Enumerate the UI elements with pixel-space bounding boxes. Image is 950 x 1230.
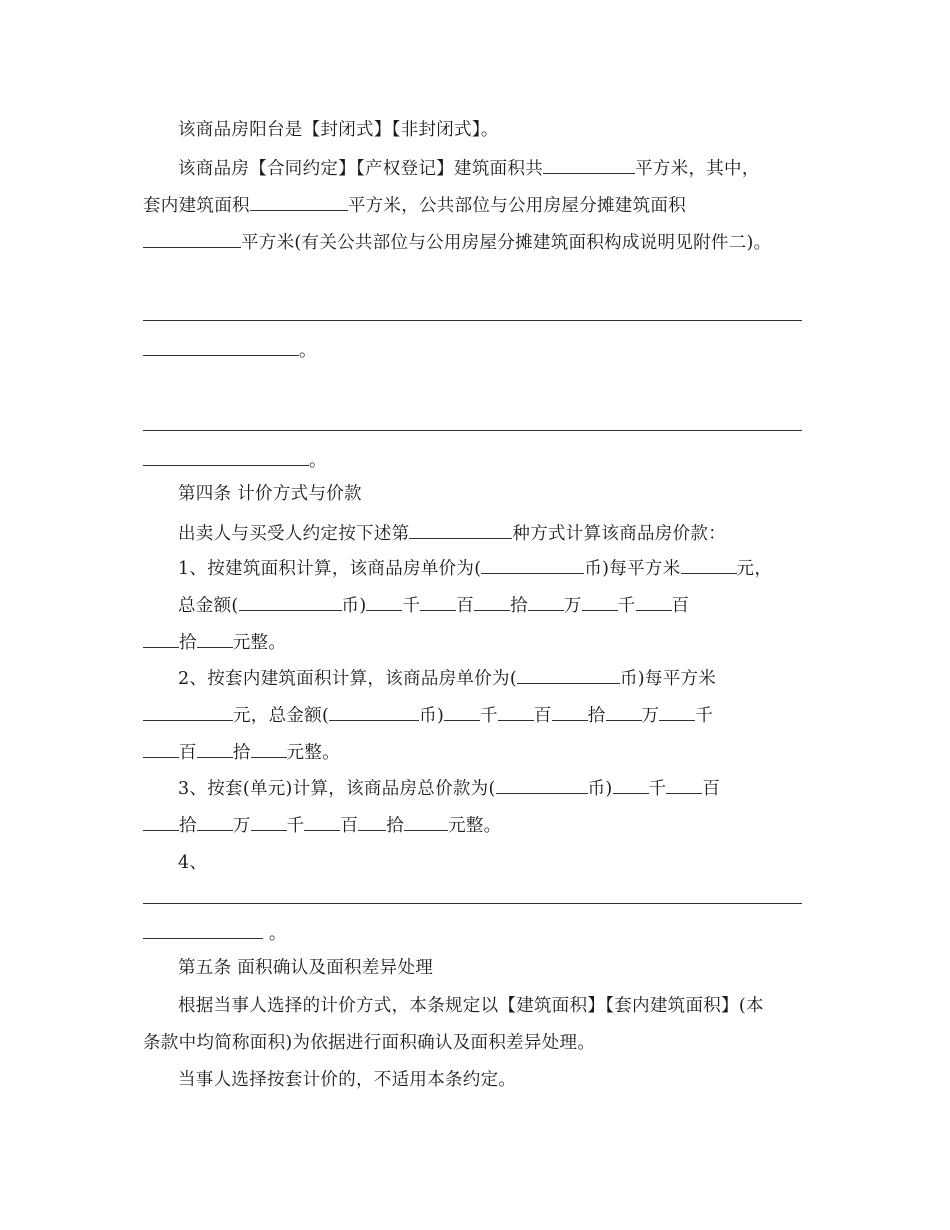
method1-yuan-text: 元， <box>736 559 773 579</box>
amount-blank[interactable] <box>613 777 649 794</box>
area-text: 该商品房【合同约定】【产权登记】建筑面积共 <box>178 159 544 179</box>
unit-shi: 拾 <box>179 816 197 836</box>
balcony-line <box>178 119 499 141</box>
amount-blank[interactable] <box>143 631 179 648</box>
total-currency-blank[interactable] <box>239 594 342 611</box>
fill-blank-2[interactable] <box>143 449 309 466</box>
amount-blank[interactable] <box>636 594 672 611</box>
unit-yuan-end: 元整。 <box>448 816 502 836</box>
unit-qian: 千 <box>695 706 714 726</box>
period-3: 。 <box>263 924 287 944</box>
currency-text: 币) <box>341 596 367 616</box>
intro-text: 出卖人与买受人约定按下述第 <box>178 524 410 544</box>
method1-text: 1、按建筑面积计算，该商品房单价为( <box>178 559 482 579</box>
method-number-blank[interactable] <box>409 522 512 539</box>
unit-qian: 千 <box>617 596 636 616</box>
method2-text: 2、按套内建筑面积计算，该商品房单价为( <box>178 669 517 689</box>
amount-blank[interactable] <box>197 631 233 648</box>
shared-area-blank[interactable] <box>143 231 241 248</box>
article5-p1-cont <box>143 1032 595 1054</box>
total-text: 总金额( <box>178 596 239 616</box>
inner-area-text: 套内建筑面积 <box>143 196 250 216</box>
unit-wan: 万 <box>232 816 251 836</box>
amount-blank[interactable] <box>143 741 179 758</box>
unit-bai: 百 <box>702 779 721 799</box>
inner-area-blank[interactable] <box>250 194 348 211</box>
method3-currency-blank[interactable] <box>496 777 588 794</box>
method2-line <box>178 667 716 690</box>
amount-blank[interactable] <box>358 814 386 831</box>
period-1: 。 <box>299 341 317 361</box>
unit-wan: 万 <box>563 596 582 616</box>
unit-shi: 拾 <box>179 633 197 653</box>
unit-qian: 千 <box>480 706 498 726</box>
area-line <box>178 157 760 180</box>
amount-blank[interactable] <box>498 704 534 721</box>
article5-p1 <box>178 995 764 1017</box>
amount-blank[interactable] <box>304 814 340 831</box>
method3-text: 3、按套(单元)计算，该商品房总价款为( <box>178 779 496 799</box>
amount-blank[interactable] <box>528 594 564 611</box>
article4-title <box>178 483 362 505</box>
amount-blank[interactable] <box>143 814 179 831</box>
fill-blank-1[interactable] <box>143 339 299 356</box>
unit-yuan-end: 元整。 <box>286 743 341 763</box>
article4-title-text: 第四条 计价方式与价款 <box>178 484 362 504</box>
unit-wan: 万 <box>641 706 660 726</box>
method4-line-end <box>143 922 287 945</box>
method2-total-line-2 <box>143 741 340 764</box>
fill-line-1-end <box>143 339 317 362</box>
method2-currency-blank[interactable] <box>517 667 620 684</box>
amount-blank[interactable] <box>366 594 402 611</box>
balcony-text: 该商品房阳台是【封闭式】【非封闭式】。 <box>178 120 499 140</box>
method1-line <box>178 557 772 580</box>
unit-qian: 千 <box>286 816 305 836</box>
method1-price-blank[interactable] <box>681 557 737 574</box>
unit-shi: 拾 <box>232 743 251 763</box>
area-blank[interactable] <box>543 157 635 174</box>
unit-shi: 拾 <box>587 706 606 726</box>
fill-rule-1[interactable] <box>143 320 802 321</box>
unit-qian: 千 <box>402 596 421 616</box>
amount-blank[interactable] <box>251 814 287 831</box>
amount-blank[interactable] <box>474 594 510 611</box>
amount-blank[interactable] <box>404 814 448 831</box>
currency-text: 币) <box>587 779 613 799</box>
area-unit-text: 平方米，其中， <box>635 159 760 179</box>
currency-text: 币) <box>419 706 445 726</box>
intro-text-end: 种方式计算该商品房价款： <box>512 524 727 544</box>
amount-blank[interactable] <box>582 594 618 611</box>
method3-line <box>178 777 720 800</box>
method2-total-currency-blank[interactable] <box>329 704 419 721</box>
period-2: 。 <box>309 451 327 471</box>
amount-blank[interactable] <box>659 704 695 721</box>
method4-line <box>178 852 207 874</box>
article5-title-text: 第五条 面积确认及面积差异处理 <box>178 958 434 978</box>
unit-bai: 百 <box>456 596 475 616</box>
amount-blank[interactable] <box>420 594 456 611</box>
amount-blank[interactable] <box>251 741 287 758</box>
shared-area-line <box>143 231 771 254</box>
shared-area-note: 平方米(有关公共部位与公用房屋分摊建筑面积构成说明见附件二)。 <box>241 233 772 253</box>
amount-blank[interactable] <box>666 777 702 794</box>
article5-p1-text-2: 条款中均简称面积)为依据进行面积确认及面积差异处理。 <box>143 1033 596 1053</box>
unit-bai: 百 <box>671 596 690 616</box>
method1-total-line-2 <box>143 631 286 654</box>
unit-bai: 百 <box>533 706 552 726</box>
amount-blank[interactable] <box>197 741 233 758</box>
article5-p1-text: 根据当事人选择的计价方式，本条规定以【建筑面积】【套内建筑面积】(本 <box>178 996 764 1016</box>
method4-rule[interactable] <box>143 903 802 904</box>
amount-blank[interactable] <box>197 814 233 831</box>
method4-text: 4、 <box>178 853 208 873</box>
unit-bai: 百 <box>179 743 197 763</box>
amount-blank[interactable] <box>552 704 588 721</box>
method1-currency-blank[interactable] <box>481 557 584 574</box>
unit-bai: 百 <box>340 816 359 836</box>
method2-price-line <box>143 704 713 727</box>
method2-unit-text: 币)每平方米 <box>619 669 717 689</box>
method2-price-blank[interactable] <box>143 704 233 721</box>
fill-rule-2[interactable] <box>143 430 802 431</box>
method3-line-2 <box>143 814 501 837</box>
method1-unit-text: 币)每平方米 <box>584 559 681 579</box>
article5-p2-text: 当事人选择按套计价的，不适用本条约定。 <box>178 1070 517 1090</box>
unit-yuan-end: 元整。 <box>232 633 287 653</box>
fill-line-2-end <box>143 449 327 472</box>
amount-blank[interactable] <box>444 704 480 721</box>
shared-area-text: 平方米，公共部位与公用房屋分摊建筑面积 <box>347 196 687 216</box>
article5-title <box>178 957 433 979</box>
inner-area-line <box>143 194 686 217</box>
unit-qian: 千 <box>648 779 667 799</box>
unit-shi: 拾 <box>386 816 405 836</box>
article5-p2 <box>178 1069 516 1091</box>
unit-shi: 拾 <box>510 596 528 616</box>
method1-total-line <box>178 594 689 617</box>
method2-total-text: 元，总金额( <box>233 706 330 726</box>
article4-intro <box>178 522 726 545</box>
amount-blank[interactable] <box>606 704 642 721</box>
method4-blank[interactable] <box>143 922 263 939</box>
